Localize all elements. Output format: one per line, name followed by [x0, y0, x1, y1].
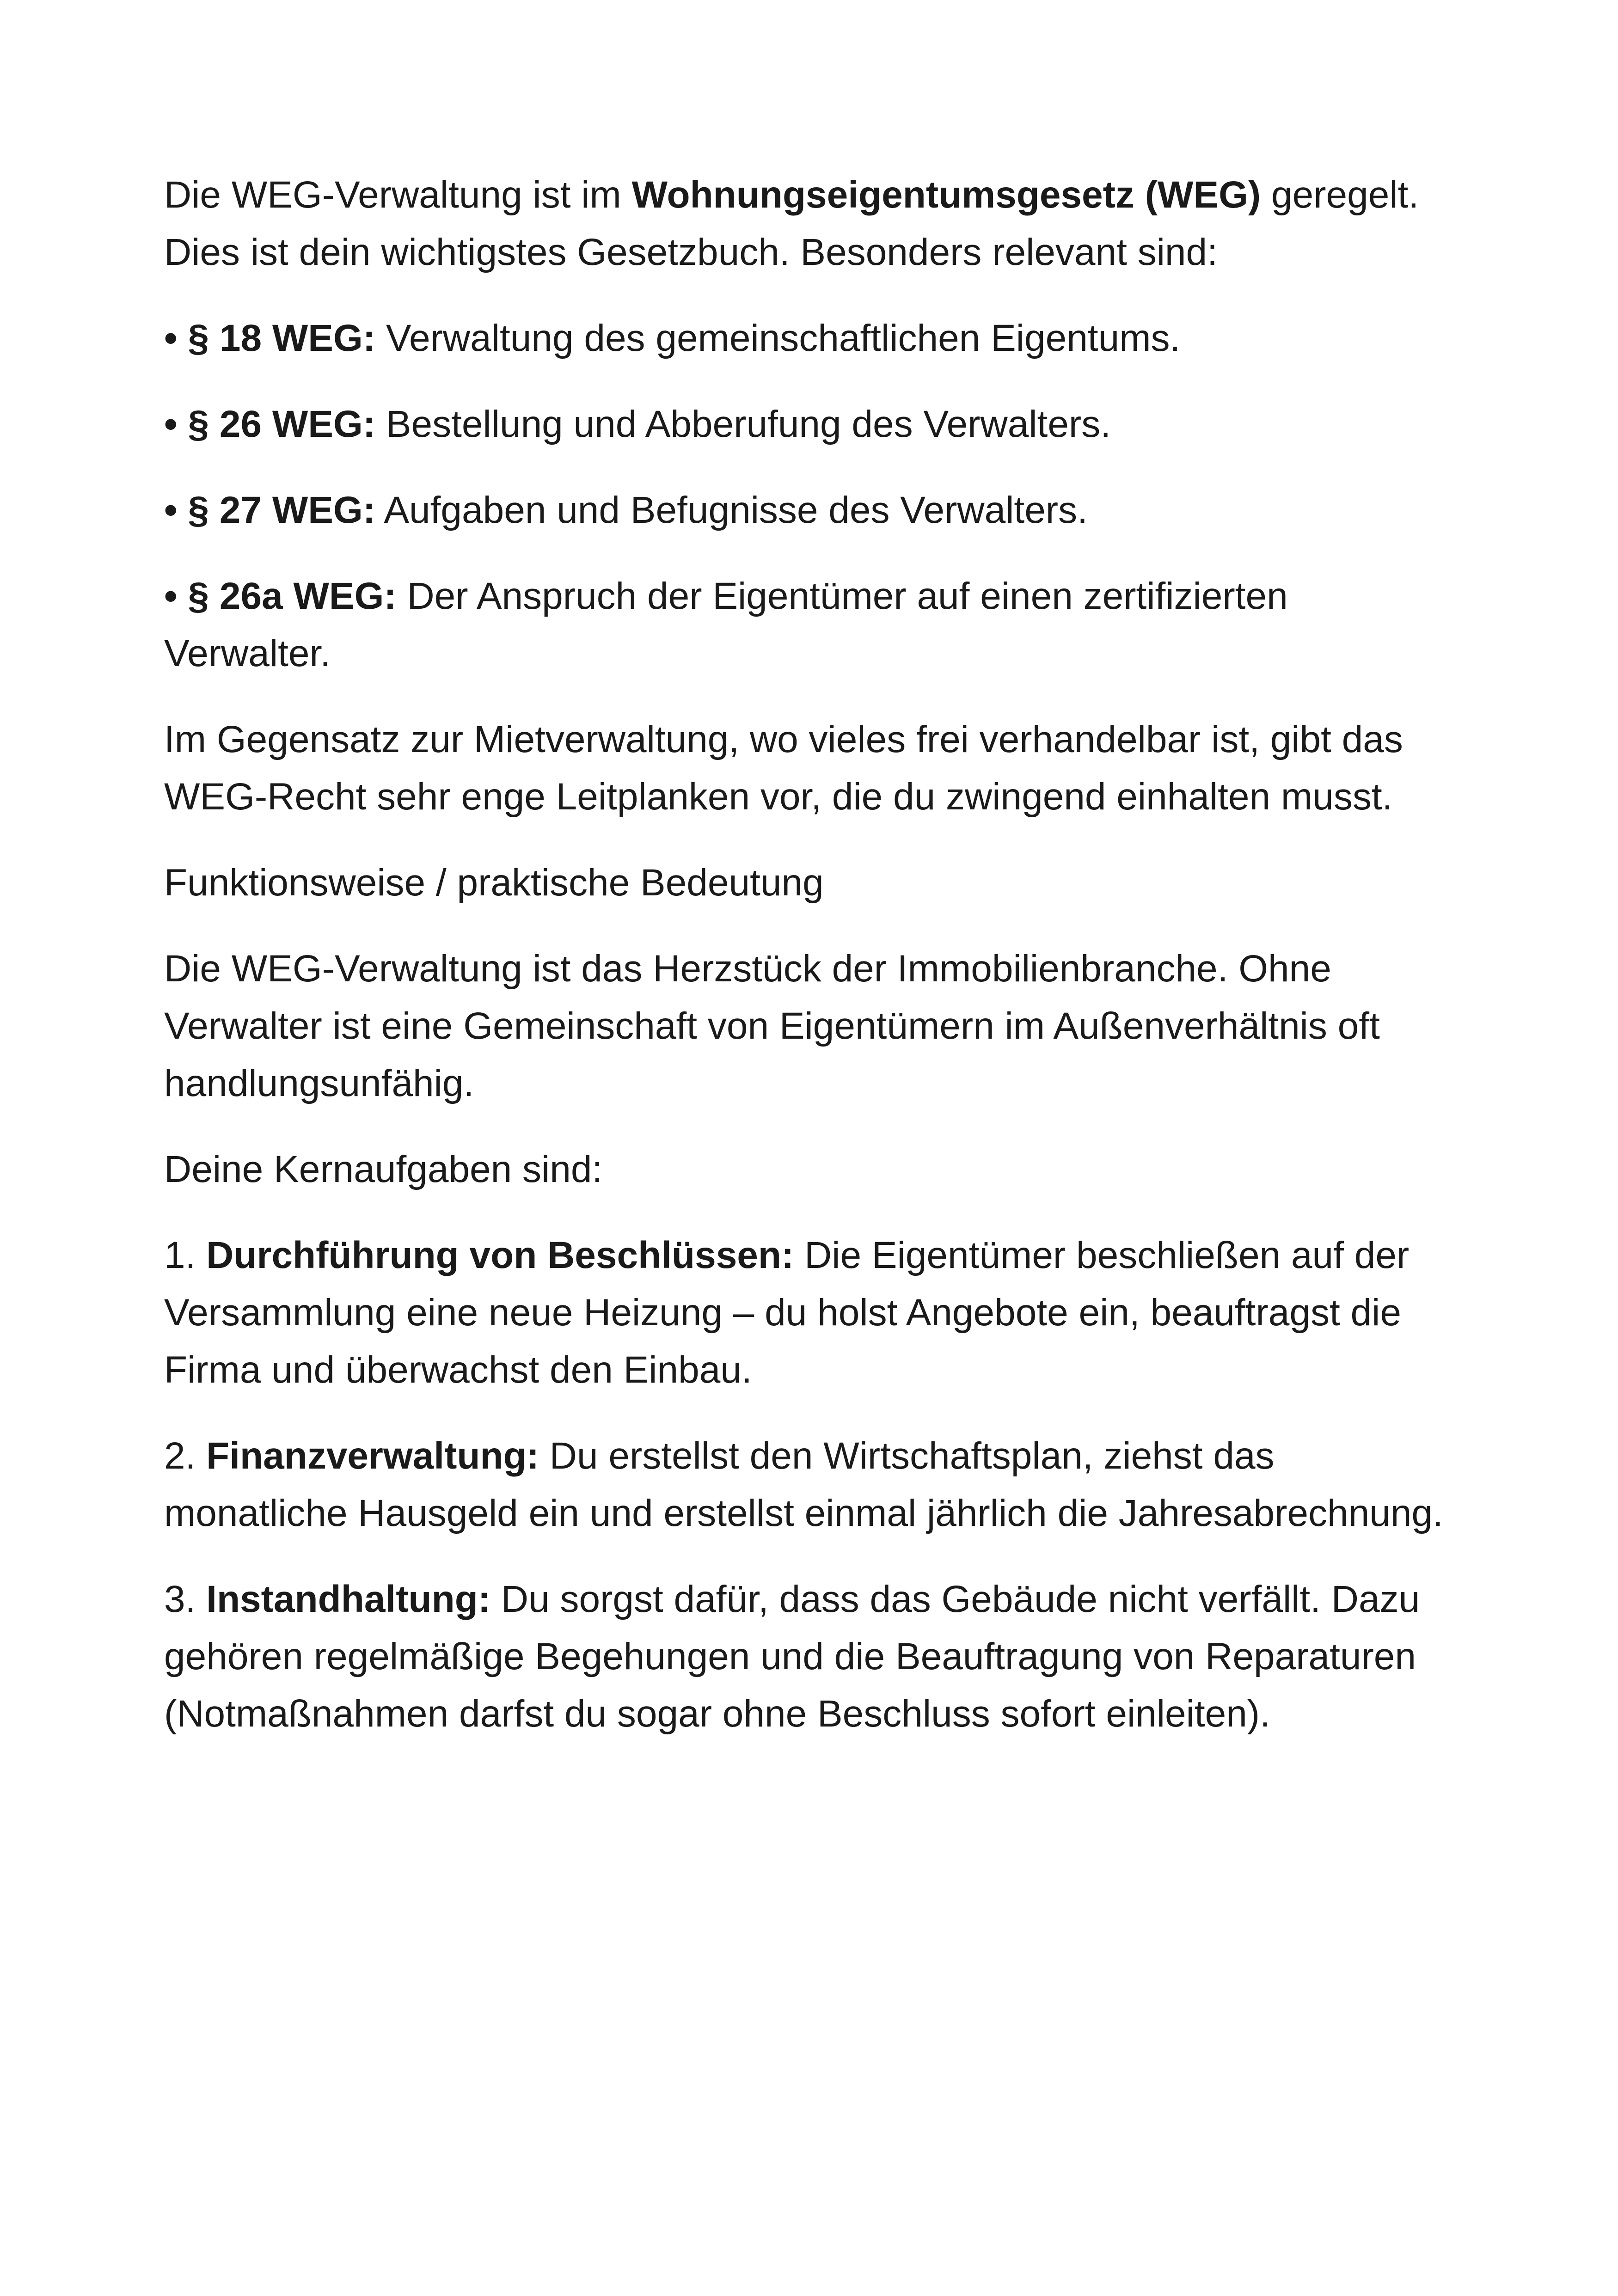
task-number: 2. — [164, 1435, 207, 1477]
bullet-marker: • — [164, 575, 188, 617]
task-text: Du erstellst den Wirtschaftsplan, ziehst das monatliche Hausgeld ein und erstellst einmal jährlich die Jahresabrechnung. — [164, 1435, 1443, 1534]
bullet-marker: • — [164, 317, 188, 359]
bullet-section-ref: § 26 WEG: — [188, 403, 376, 445]
bullet-section-ref: § 27 WEG: — [188, 489, 376, 531]
bullet-item — [164, 310, 1459, 367]
bullet-text: Aufgaben und Befugnisse des Verwalters. — [375, 489, 1088, 531]
heart-paragraph: Die WEG-Verwaltung ist das Herzstück der Immobilienbranche. Ohne Verwalter ist eine Gemeinschaft von Eigentümern im Außenverhältnis oft handlungsunfähig. — [164, 948, 1380, 1104]
intro-text-after: geregelt. Dies ist dein wichtigstes Gesetzbuch. Besonders relevant sind: — [164, 174, 1419, 273]
bullet-text: Der Anspruch der Eigentümer auf einen zertifizierten Verwalter. — [164, 575, 1288, 674]
bullet-item — [164, 482, 1459, 539]
task-item — [164, 1427, 1459, 1542]
task-text: Die Eigentümer beschließen auf der Versammlung eine neue Heizung – du holst Angebote ein, beauftragst die Firma und überwachst den Einbau. — [164, 1234, 1410, 1391]
task-number: 1. — [164, 1234, 207, 1276]
bullet-item — [164, 568, 1459, 682]
tasks-intro: Deine Kernaufgaben sind: — [164, 1148, 603, 1190]
task-item — [164, 1571, 1459, 1743]
bullet-text: Verwaltung des gemeinschaftlichen Eigentums. — [375, 317, 1181, 359]
intro-text-before: Die WEG-Verwaltung ist im — [164, 174, 632, 216]
bullet-marker: • — [164, 403, 188, 445]
task-text: Du sorgst dafür, dass das Gebäude nicht verfällt. Dazu gehören regelmäßige Begehungen und die Beauftragung von Reparaturen (Notmaßnahmen darfst du sogar ohne Beschluss sofort einleiten). — [164, 1578, 1420, 1735]
bullet-section-ref: § 18 WEG: — [188, 317, 376, 359]
task-title: Durchführung von Beschlüssen: — [206, 1234, 794, 1276]
bullet-section-ref: § 26a WEG: — [188, 575, 397, 617]
bullet-marker: • — [164, 489, 188, 531]
task-title: Finanzverwaltung: — [206, 1435, 539, 1477]
section-heading: Funktionsweise / praktische Bedeutung — [164, 862, 824, 904]
task-title: Instandhaltung: — [206, 1578, 491, 1620]
task-item — [164, 1227, 1459, 1399]
intro-law-name: Wohnungseigentumsgesetz (WEG) — [631, 174, 1261, 216]
task-number: 3. — [164, 1578, 207, 1620]
intro-paragraph — [164, 166, 1459, 281]
bullet-item — [164, 396, 1459, 453]
bullet-text: Bestellung und Abberufung des Verwalters. — [375, 403, 1111, 445]
contrast-paragraph: Im Gegensatz zur Mietverwaltung, wo vieles frei verhandelbar ist, gibt das WEG-Recht sehr enge Leitplanken vor, die du zwingend einhalten musst. — [164, 718, 1403, 818]
document-page — [164, 166, 1459, 1771]
